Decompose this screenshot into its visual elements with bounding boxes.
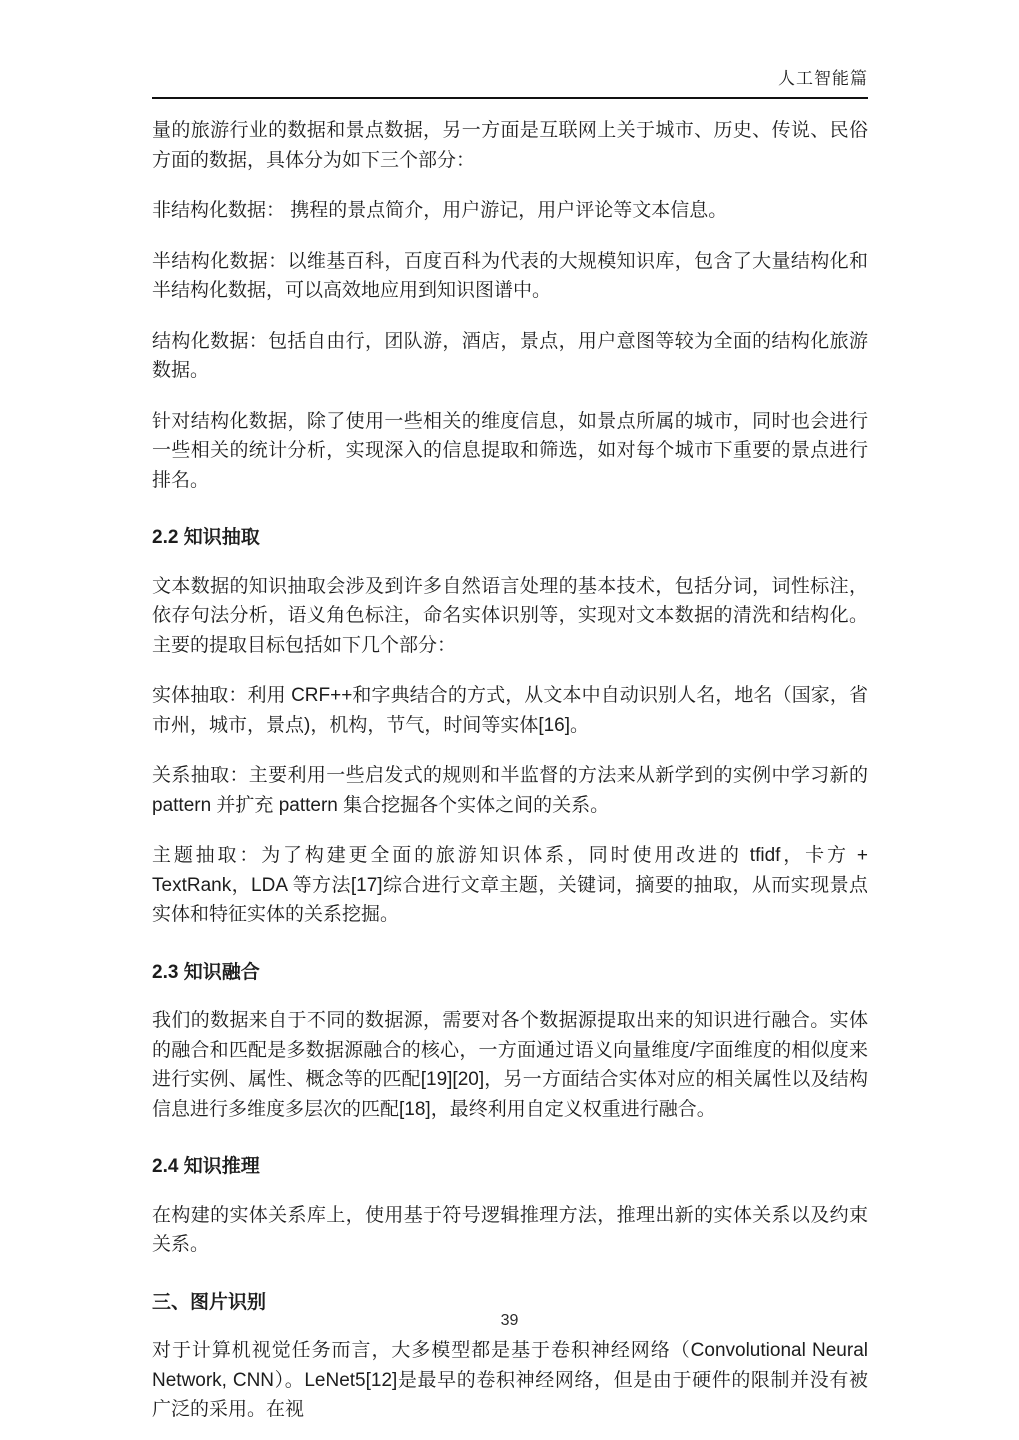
page-body <box>152 99 868 1425</box>
section-heading-2-2: 2.2 知识抽取 <box>152 527 260 548</box>
page-number: 39 <box>500 1312 519 1329</box>
page-footer <box>0 1312 1019 1330</box>
paragraph-topic-extraction: 主题抽取：为了构建更全面的旅游知识体系，同时使用改进的 tfidf，卡方 + TextRank，LDA 等方法[17]综合进行文章主题，关键词，摘要的抽取，从而实现景点实体和特征实体的关系挖掘。 <box>152 845 868 925</box>
running-header-title: 人工智能篇 <box>778 69 868 88</box>
paragraph-entity-extraction: 实体抽取：利用 CRF++和字典结合的方式，从文本中自动识别人名，地名（国家，省市州，城市，景点)，机构，节气，时间等实体[16]。 <box>152 685 868 736</box>
paragraph-cnn-intro: 对于计算机视觉任务而言，大多模型都是基于卷积神经网络（Convolutional Neural Network, CNN）。LeNet5[12]是最早的卷积神经网络，但是由于硬件的限制并没有被广泛的采用。在视 <box>152 1340 868 1420</box>
paragraph-semistructured-data: 半结构化数据：以维基百科，百度百科为代表的大规模知识库，包含了大量结构化和半结构化数据，可以高效地应用到知识图谱中。 <box>152 250 868 301</box>
page-header <box>152 0 868 99</box>
paragraph-knowledge-extraction-intro: 文本数据的知识抽取会涉及到许多自然语言处理的基本技术，包括分词，词性标注，依存句法分析，语义角色标注，命名实体识别等，实现对文本数据的清洗和结构化。主要的提取目标包括如下几个部分： <box>152 575 868 656</box>
section-heading-2-4: 2.4 知识推理 <box>152 1156 260 1177</box>
section-heading-image-recognition: 三、图片识别 <box>152 1291 267 1313</box>
section-heading-2-3: 2.3 知识融合 <box>152 961 260 983</box>
paragraph-structured-data: 结构化数据：包括自由行，团队游，酒店，景点，用户意图等较为全面的结构化旅游数据。 <box>152 330 868 381</box>
paragraph-knowledge-fusion: 我们的数据来自于不同的数据源，需要对各个数据源提取出来的知识进行融合。实体的融合和匹配是多数据源融合的核心，一方面通过语义向量维度/字面维度的相似度来进行实例、属性、概念等的匹配[19][20]，另一方面结合实体对应的相关属性以及结构信息进行多维度多层次的匹配[18]，最终利用自定义权重进行融合。 <box>152 1010 868 1120</box>
paragraph-structured-analysis: 针对结构化数据，除了使用一些相关的维度信息，如景点所属的城市，同时也会进行一些相关的统计分析，实现深入的信息提取和筛选，如对每个城市下重要的景点进行排名。 <box>152 410 868 491</box>
paragraph-knowledge-reasoning: 在构建的实体关系库上，使用基于符号逻辑推理方法，推理出新的实体关系以及约束关系。 <box>152 1204 868 1255</box>
paragraph-unstructured-data: 非结构化数据： 携程的景点简介，用户游记，用户评论等文本信息。 <box>152 200 728 221</box>
paragraph-relation-extraction: 关系抽取：主要利用一些启发式的规则和半监督的方法来从新学到的实例中学习新的 pattern 并扩充 pattern 集合挖掘各个实体之间的关系。 <box>152 765 868 816</box>
paragraph-continuation: 量的旅游行业的数据和景点数据，另一方面是互联网上关于城市、历史、传说、民俗方面的数据，具体分为如下三个部分： <box>152 120 868 171</box>
